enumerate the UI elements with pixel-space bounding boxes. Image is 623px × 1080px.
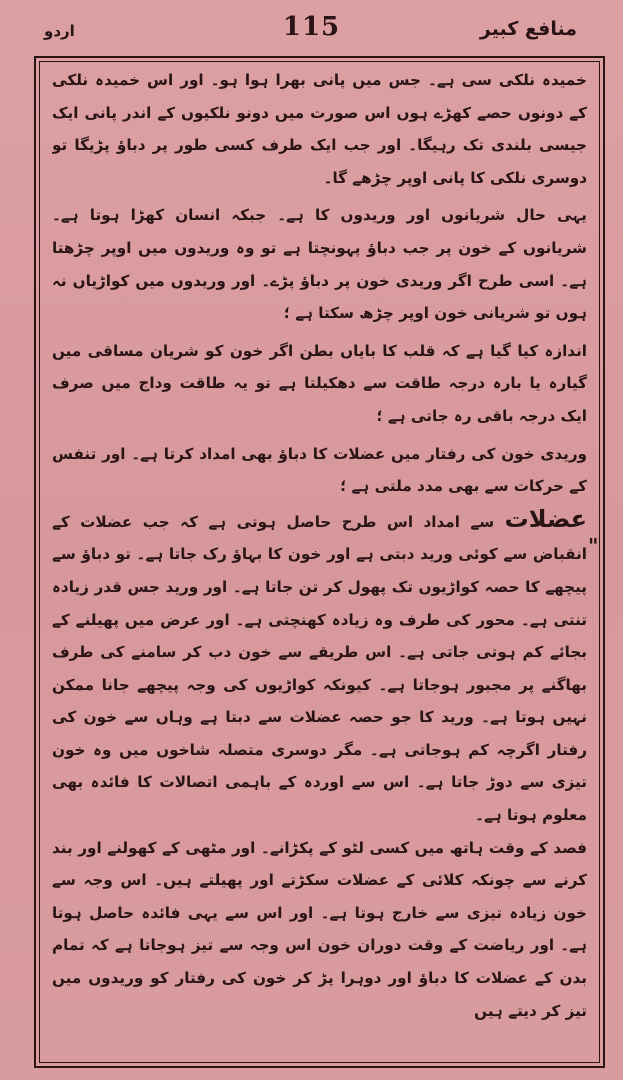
paragraph-text: سے امداد اس طرح حاصل ہوتی ہے کہ جب عضلات کے انقباض سے کوئی ورید دبتی ہے اور خون کا بہاؤ رک جاتا ہے۔ تو دباؤ سے پیچھے کا حصہ کواڑیوں تک پھول کر تن جاتا ہے۔ اور ورید جس قدر زیادہ تنتی ہے۔ محور کی طرف وہ زیادہ کھنچتی ہے۔ اور عرض میں پھیلنے کے بجائے کم ہوتی جاتی ہے۔ اس طریقے سے خون دب کر سامنے کی طرف بھاگنے پر مجبور ہوجاتا ہے۔ کیونکہ کواڑیوں کی وجہ پیچھے جانا ممکن نہیں ہوتا ہے۔ ورید کا جو حصہ عضلات سے دبتا ہے وہاں سے خون کی رفتار اگرچہ کم ہوجاتی ہے۔ مگر دوسری متصلہ شاخوں میں وہ خون تیزی سے دوڑ جاتا ہے۔ اس سے اوردہ کے باہمی اتصالات کا فائدہ بھی معلوم ہوتا ہے۔ <box>52 512 587 825</box>
margin-quote-mark: " <box>588 534 599 558</box>
paragraph-text: خمیدہ نلکی سی ہے۔ جس میں پانی بھرا ہوا ہو۔ اور اس خمیدہ نلکی کے دونوں حصے کھڑے ہوں اس صورت میں دونو نلکیوں کے اندر پانی ایک جیسی بلندی تک رہیگا۔ اور جب ایک طرف کسی طور پر دباؤ پڑیگا تو دوسری نلکی کا پانی اوپر چڑھے گا۔ <box>52 71 587 187</box>
language-label: اردو <box>44 22 75 40</box>
paragraph <box>52 64 587 194</box>
paragraph-end-mark: ؛ <box>283 304 290 323</box>
paragraph-end-mark: ؛ <box>376 406 383 425</box>
paragraph-text: فصد کے وقت ہاتھ میں کسی لٹو کے پکڑانے۔ اور مٹھی کے کھولنے اور بند کرنے سے چونکہ کلائی کے عضلات سکڑتے اور پھیلتے ہیں۔ اس وجہ سے خون زیادہ تیزی سے خارج ہوتا ہے۔ اور اس سے یہی فائدہ حاصل ہوتا ہے۔ اور ریاضت کے وقت دوران خون اس وجہ سے تیز ہوجاتا ہے کہ تمام بدن کے عضلات کا دباؤ اور دوہرا پڑ کر خون کی رفتار کو وریدوں میں تیز کر دیتے ہیں <box>52 838 587 1020</box>
paragraph-text: اندازہ کیا گیا ہے کہ قلب کا بایاں بطن اگر خون کو شریان مساقی میں گیارہ یا بارہ درجہ طاقت سے دھکیلتا ہے تو یہ طاقت وداج میں صرف ایک درجہ باقی رہ جاتی ہے <box>52 341 587 425</box>
paragraph <box>52 503 587 832</box>
text-body <box>52 64 587 1054</box>
paragraph-text: وریدی خون کی رفتار میں عضلات کا دباؤ بھی امداد کرتا ہے۔ اور تنفس کے حرکات سے بھی مدد ملتی ہے <box>52 444 587 496</box>
paragraph <box>52 335 587 433</box>
paragraph <box>52 438 587 503</box>
page-header <box>40 10 583 54</box>
paragraph <box>52 199 587 329</box>
paragraph-end-mark: ؛ <box>340 477 347 496</box>
paragraph <box>52 832 587 1028</box>
paragraph-lead-word: عضلات <box>504 504 587 533</box>
book-title: منافع کبیر <box>479 18 577 40</box>
page-number: 115 <box>282 12 341 42</box>
paragraph-text: یہی حال شریانوں اور وریدوں کا ہے۔ جبکہ انسان کھڑا ہوتا ہے۔ شریانوں کے خون پر جب دباؤ پہونچتا ہے تو وہ وریدوں میں اوپر چڑھتا ہے۔ اسی طرح اگر وریدی خون پر دباؤ پڑے۔ اور وریدوں میں کواڑیاں نہ ہوں تو شریانی خون اوپر چڑھ سکتا ہے <box>52 206 587 323</box>
